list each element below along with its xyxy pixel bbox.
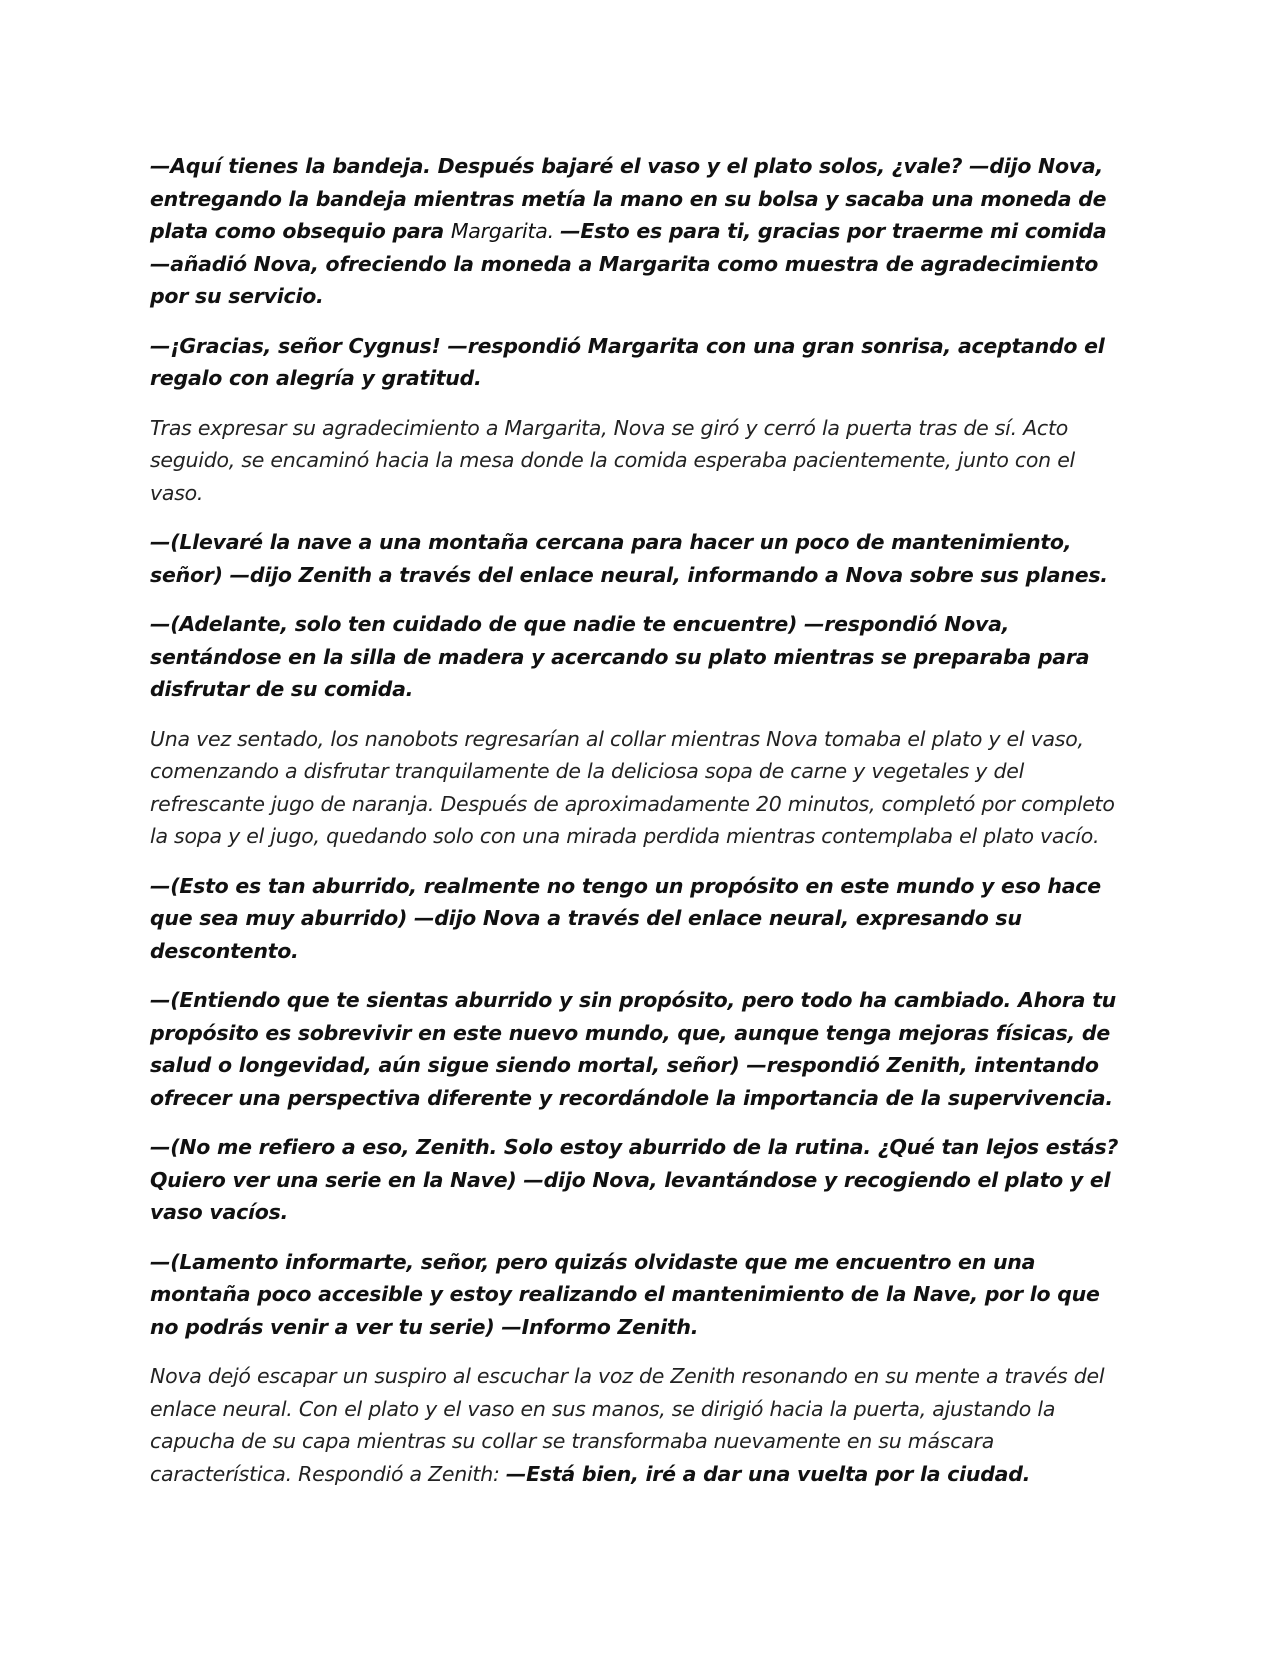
text-segment: Nova dejó escapar un suspiro al escuchar la voz de Zenith resonando en su mente a través del enlace neural. Con el plato y el vaso en sus manos, se dirigió hacia la puerta, ajustando la capucha de su capa mientras su collar se transformaba nuevamente en su máscara característica. Respondió a Zenith:: [150, 1364, 1105, 1486]
text-segment: —Aquí tienes la bandeja. Después bajaré el vaso y el plato solos, ¿vale? —dijo Nova, entregando la bandeja mientras metía la mano en su bolsa y sacaba una moneda de plata como obsequio para: [150, 154, 1107, 243]
paragraph-8: [150, 984, 1130, 1114]
text-segment: Margarita.: [450, 219, 561, 243]
paragraph-5: [150, 608, 1130, 706]
text-segment: —(No me refiero a eso, Zenith. Solo estoy aburrido de la rutina. ¿Qué tan lejos estás? Quiero ver una serie en la Nave) —dijo Nova, levantándose y recogiendo el plato y el vaso vacíos.: [150, 1135, 1119, 1224]
text-segment: —¡Gracias, señor Cygnus! —respondió Margarita con una gran sonrisa, aceptando el regalo con alegría y gratitud.: [150, 333, 1105, 390]
text-segment: —(Adelante, solo ten cuidado de que nadie te encuentre) —respondió Nova, sentándose en la silla de madera y acercando su plato mientras se preparaba para disfrutar de su comida.: [150, 612, 1090, 701]
text-segment: Tras expresar su agradecimiento a Margarita, Nova se giró y cerró la puerta tras de sí. Acto seguido, se encaminó hacia la mesa donde la comida esperaba pacientemente, junto con el vaso.: [150, 415, 1076, 505]
paragraph-10: [150, 1246, 1130, 1344]
text-segment: —(Lamento informarte, señor, pero quizás olvidaste que me encuentro en una montaña poco accesible y estoy realizando el mantenimiento de la Nave, por lo que no podrás venir a ver tu serie) —Informo Zenith.: [150, 1249, 1100, 1339]
paragraph-4: [150, 526, 1130, 591]
paragraph-7: [150, 870, 1130, 968]
text-segment: —(Esto es tan aburrido, realmente no tengo un propósito en este mundo y eso hace que sea muy aburrido) —dijo Nova a través del enlace neural, expresando su descontento.: [150, 873, 1101, 963]
paragraph-11: [150, 1360, 1130, 1490]
text-segment: —(Llevaré la nave a una montaña cercana para hacer un poco de mantenimiento, señor) —dijo Zenith a través del enlace neural, informando a Nova sobre sus planes.: [150, 530, 1108, 587]
paragraph-2: [150, 330, 1130, 395]
text-segment: —Esto es para ti, gracias por traerme mi comida —añadió Nova, ofreciendo la moneda a Margarita como muestra de agradecimiento por su servicio.: [150, 219, 1107, 308]
text-segment: —Está bien, iré a dar una vuelta por la ciudad.: [505, 1461, 1031, 1486]
document-page: [150, 150, 1130, 1507]
paragraph-6: [150, 723, 1130, 853]
paragraph-9: [150, 1131, 1130, 1229]
paragraph-3: [150, 412, 1130, 510]
text-segment: —(Entiendo que te sientas aburrido y sin propósito, pero todo ha cambiado. Ahora tu propósito es sobrevivir en este nuevo mundo, que, aunque tenga mejoras físicas, de salud o longevidad, aún sigue siendo mortal, señor) —respondió Zenith, intentando ofrecer una perspectiva diferente y recordándole la importancia de la supervivencia.: [150, 988, 1116, 1110]
paragraph-1: [150, 150, 1130, 313]
text-segment: Una vez sentado, los nanobots regresarían al collar mientras Nova tomaba el plato y el vaso, comenzando a disfrutar tranquilamente de la deliciosa sopa de carne y vegetales y del refrescante jugo de naranja. Después de aproximadamente 20 minutos, completó por completo la sopa y el jugo, quedando solo con una mirada perdida mientras contemplaba el plato vacío.: [150, 726, 1115, 848]
